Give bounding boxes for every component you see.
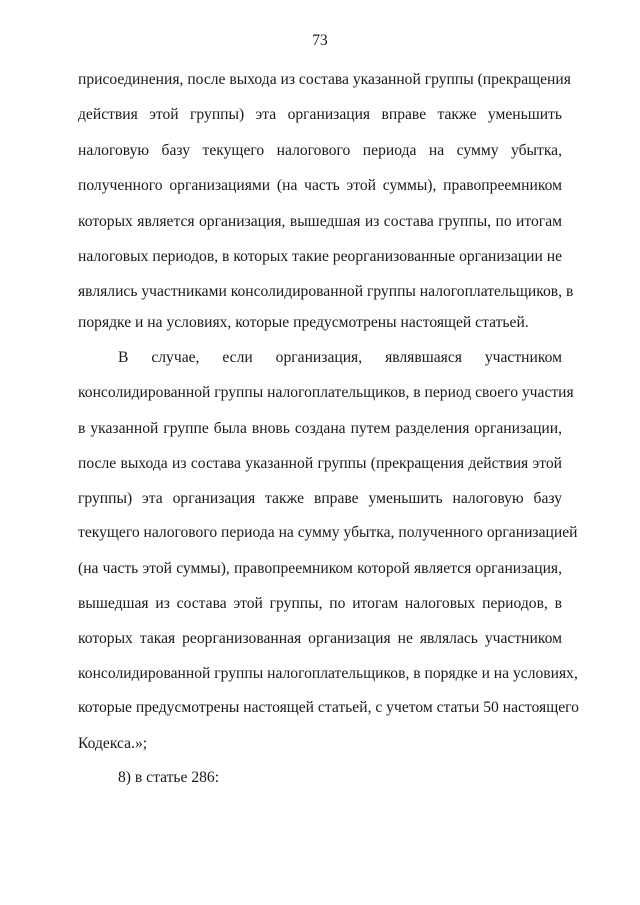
text-line: (на часть этой суммы), правопреемником которой является организация, [78, 560, 562, 577]
text-line: консолидированной группы налогоплательщиков, в порядке и на условиях, [78, 665, 578, 682]
text-line: после выхода из состава указанной группы (прекращения действия этой [78, 455, 562, 472]
text-line: Кодекса.»; [78, 735, 148, 752]
text-line: которые предусмотрены настоящей статьей, с учетом статьи 50 настоящего [78, 699, 579, 716]
text-line: которых такая реорганизованная организация не являлась участником [78, 630, 562, 647]
text-line: налоговых периодов, в которых такие реорганизованные организации не [78, 248, 562, 265]
text-line: являлись участниками консолидированной группы налогоплательщиков, в [78, 283, 574, 300]
text-line: присоединения, после выхода из состава указанной группы (прекращения [78, 71, 571, 88]
paragraph-start-line: В случае, если организация, являвшаяся участником [118, 349, 562, 366]
text-line: полученного организациями (на часть этой суммы), правопреемником [78, 177, 562, 194]
text-line: текущего налогового периода на сумму убытка, полученного организацией [78, 524, 578, 541]
text-line: порядке и на условиях, которые предусмотрены настоящей статьей. [78, 314, 529, 331]
text-line: действия этой группы) эта организация вправе также уменьшить [78, 106, 562, 123]
text-line: налоговую базу текущего налогового периода на сумму убытка, [78, 142, 562, 159]
list-item-heading: 8) в статье 286: [118, 769, 220, 786]
text-line: консолидированной группы налогоплательщиков, в период своего участия [78, 384, 574, 401]
page-number: 73 [312, 32, 328, 49]
text-line: в указанной группе была вновь создана путем разделения организации, [78, 420, 562, 437]
text-line: группы) эта организация также вправе уменьшить налоговую базу [78, 490, 562, 507]
text-line: которых является организация, вышедшая из состава группы, по итогам [78, 213, 562, 230]
text-line: вышедшая из состава этой группы, по итогам налоговых периодов, в [78, 595, 562, 612]
